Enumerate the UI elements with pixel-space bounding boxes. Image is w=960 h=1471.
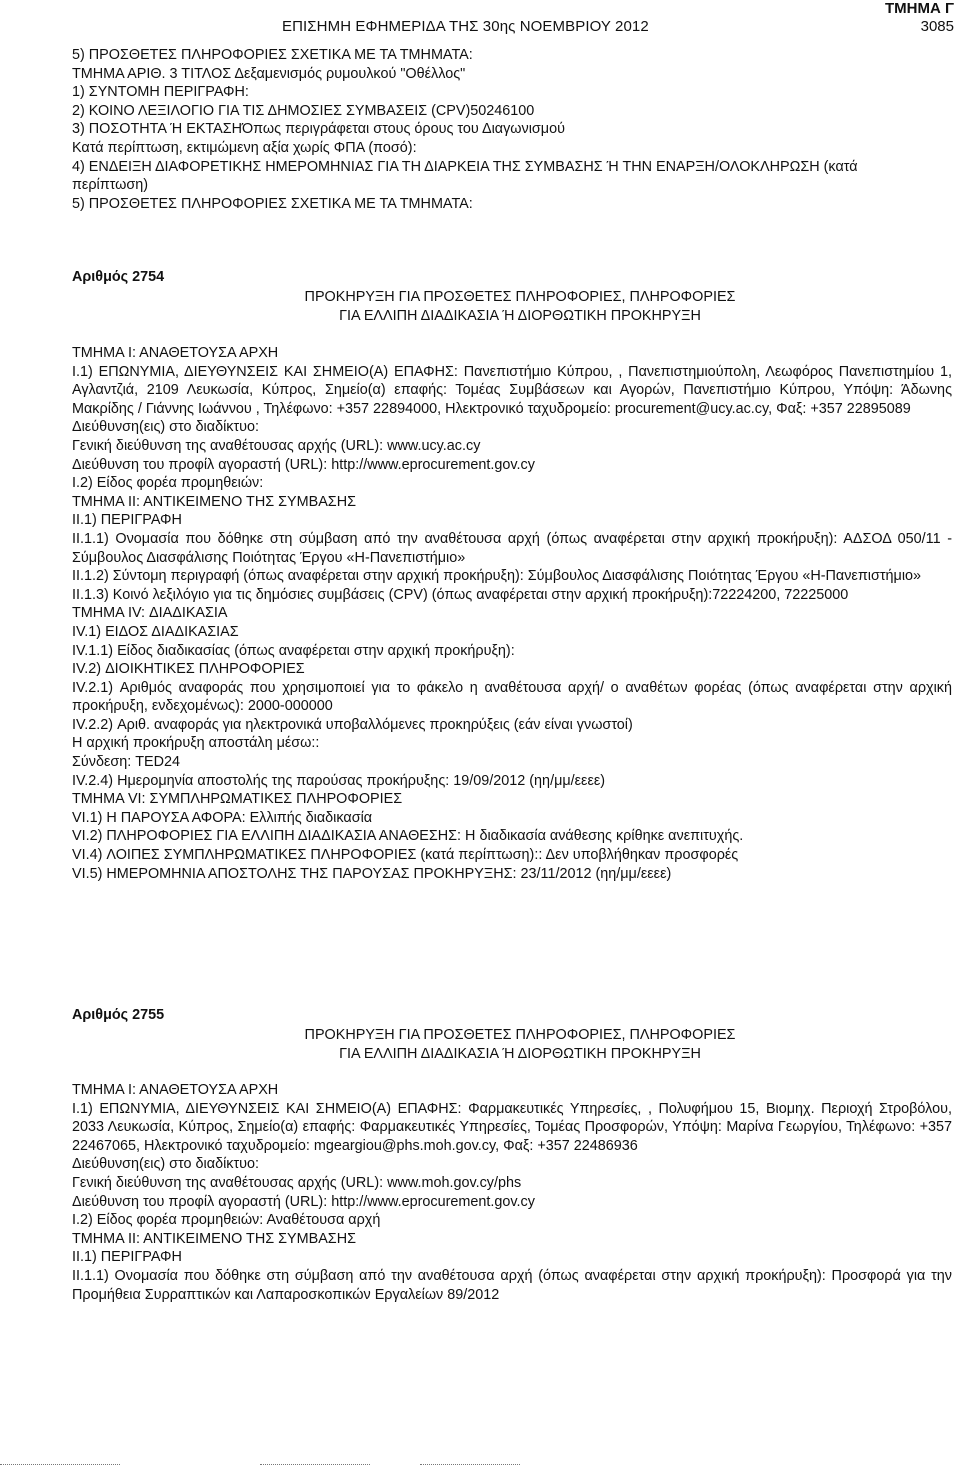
notice-title-line: ΠΡΟΚΗΡΥΞΗ ΓΙΑ ΠΡΟΣΘΕΤΕΣ ΠΛΗΡΟΦΟΡΙΕΣ, ΠΛΗΡΟΦΟΡΙΕΣ: [304, 1027, 736, 1043]
text-line: Κατά περίπτωση, εκτιμώμενη αξία χωρίς ΦΠΑ (ποσό):: [72, 139, 417, 156]
text-paragraph: ΙΙ.1.1) Ονομασία που δόθηκε στη σύμβαση από την αναθέτουσα αρχή (όπως αναφέρεται στην αρχική προκήρυξη): Προσφορά για την Προμήθεια Συρραπτικών και Λαπαροσκοπικών Εργαλείων 89/2012: [72, 1267, 952, 1303]
text-line: περίπτωση): [72, 177, 149, 194]
text-line: IV.1) ΕΙΔΟΣ ΔΙΑΔΙΚΑΣΙΑΣ: [72, 623, 239, 640]
notice-body: [72, 344, 952, 883]
text-line: IV.2.2) Αριθ. αναφοράς για ηλεκτρονικά υποβαλλόμενες προκηρύξεις (εάν είναι γνωστοί): [72, 716, 633, 733]
gazette-title: ΕΠΙΣΗΜΗ ΕΦΗΜΕΡΙΔΑ ΤΗΣ 30ης ΝΟΕΜΒΡΙΟΥ 2012: [282, 18, 649, 35]
text-line: Η αρχική προκήρυξη αποστάλη μέσω::: [72, 735, 320, 752]
text-line: 5) ΠΡΟΣΘΕΤΕΣ ΠΛΗΡΟΦΟΡΙΕΣ ΣΧΕΤΙΚΑ ΜΕ ΤΑ ΤΜΗΜΑΤΑ:: [72, 47, 473, 63]
text-line: ΤΜΗΜΑ ΙΙ: ΑΝΤΙΚΕΙΜΕΝΟ ΤΗΣ ΣΥΜΒΑΣΗΣ: [72, 493, 356, 510]
notice-title-line: ΓΙΑ ΕΛΛΙΠΗ ΔΙΑΔΙΚΑΣΙΑ Ή ΔΙΟΡΘΩΤΙΚΗ ΠΡΟΚΗΡΥΞΗ: [339, 307, 701, 324]
text-line: 3) ΠΟΣΟΤΗΤΑ Ή ΕΚΤΑΣΗΌπως περιγράφεται στους όρους του Διαγωνισμού: [72, 121, 565, 138]
text-line: Διεύθυνση(εις) στο διαδίκτυο:: [72, 419, 260, 436]
contact-paragraph: Ι.1) ΕΠΩΝΥΜΙΑ, ΔΙΕΥΘΥΝΣΕΙΣ ΚΑΙ ΣΗΜΕΙΟ(Α) ΕΠΑΦΗΣ: Φαρμακευτικές Υπηρεσίες, , Πολυφήμου 15, Βιομηχ. Περιοχή Στροβόλου, 2033 Λευκωσία, Κύπρος, Σημείο(α) επαφής: Φαρμακευτικές Υπηρεσίες, Τομέας Προσφορών, Υπόψη: Μαρίνα Γεωργίου, Τηλέφωνο: +357 22467065, Ηλεκτρονικό ταχυδρομείο: mgeargiou@phs.moh.gov.cy, Φαξ: +357 22486936: [72, 1100, 952, 1154]
notice-title: [0, 288, 960, 325]
text-line: 1) ΣΥΝΤΟΜΗ ΠΕΡΙΓΡΑΦΗ:: [72, 84, 249, 101]
text-line: VI.5) ΗΜΕΡΟΜΗΝΙΑ ΑΠΟΣΤΟΛΗΣ ΤΗΣ ΠΑΡΟΥΣΑΣ ΠΡΟΚΗΡΥΞΗΣ: 23/11/2012 (ηη/μμ/εεεε): [72, 865, 672, 882]
text-line: Διεύθυνση του προφίλ αγοραστή (URL): http://www.eprocurement.gov.cy: [72, 456, 535, 473]
text-line: ΤΜΗΜΑ ΙΙ: ΑΝΤΙΚΕΙΜΕΝΟ ΤΗΣ ΣΥΜΒΑΣΗΣ: [72, 1230, 356, 1247]
text-line: VI.2) ΠΛΗΡΟΦΟΡΙΕΣ ΓΙΑ ΕΛΛΙΠΗ ΔΙΑΔΙΚΑΣΙΑ ΑΝΑΘΕΣΗΣ: Η διαδικασία ανάθεσης κρίθηκε ανεπιτυχής.: [72, 828, 744, 845]
text-line: Διεύθυνση του προφίλ αγοραστή (URL): http://www.eprocurement.gov.cy: [72, 1193, 535, 1210]
contact-paragraph: Ι.1) ΕΠΩΝΥΜΙΑ, ΔΙΕΥΘΥΝΣΕΙΣ ΚΑΙ ΣΗΜΕΙΟ(Α) ΕΠΑΦΗΣ: Πανεπιστήμιο Κύπρου, , Πανεπιστημιούπολη, Λεωφόρος Πανεπιστημίου 1, Αγλαντζιά, 2109 Λευκωσία, Κύπρος, Σημείο(α) επαφής: Τομέας Συμβάσεων και Αγορών, Πανεπιστήμιο Κύπρου, Υπόψη: Άδωνης Μακρίδης / Γιάννης Ιωάννου , Τηλέφωνο: +357 22894000, Ηλεκτρονικό ταχυδρομείο: procurement@ucy.ac.cy, Φαξ: +357 22895089: [72, 363, 952, 417]
notice-title-line: ΓΙΑ ΕΛΛΙΠΗ ΔΙΑΔΙΚΑΣΙΑ Ή ΔΙΟΡΘΩΤΙΚΗ ΠΡΟΚΗΡΥΞΗ: [339, 1045, 701, 1062]
text-line: Γενική διεύθυνση της αναθέτουσας αρχής (URL): www.moh.gov.cy/phs: [72, 1174, 522, 1191]
text-line: ΤΜΗΜΑ Ι: ΑΝΑΘΕΤΟΥΣΑ ΑΡΧΗ: [72, 1082, 279, 1098]
text-line: Διεύθυνση(εις) στο διαδίκτυο:: [72, 1156, 260, 1173]
text-paragraph: ΙΙ.1.2) Σύντομη περιγραφή (όπως αναφέρεται στην αρχική προκήρυξη): Σύμβουλος Διασφάλισης Ποιότητας Έργου «Η-Πανεπιστήμιο»: [72, 568, 922, 585]
text-line: ΤΜΗΜΑ ΑΡΙΘ. 3 ΤΙΤΛΟΣ Δεξαμενισμός ρυμουλκού "Οθέλλος": [72, 65, 466, 82]
text-line: VI.1) Η ΠΑΡΟΥΣΑ ΑΦΟΡΑ: Ελλιπής διαδικασία: [72, 809, 373, 826]
section-label: ΤΜΗΜΑ Γ: [884, 0, 954, 17]
text-line: IV.2.4) Ημερομηνία αποστολής της παρούσας προκήρυξης: 19/09/2012 (ηη/μμ/εεεε): [72, 772, 606, 789]
footer-rule: [0, 1464, 120, 1465]
text-line: ΙΙ.1) ΠΕΡΙΓΡΑΦΗ: [72, 512, 182, 529]
text-line: Σύνδεση: TED24: [72, 754, 181, 771]
footer-rule: [260, 1464, 370, 1465]
continuation-block: [72, 46, 952, 213]
page-number: 3085: [920, 18, 954, 35]
text-line: Ι.2) Είδος φορέα προμηθειών: Αναθέτουσα αρχή: [72, 1212, 381, 1229]
notice-number: Αριθμός 2754: [72, 269, 165, 285]
text-paragraph: IV.2.1) Αριθμός αναφοράς που χρησιμοποιεί για το φάκελο η αναθέτουσα αρχή/ ο αναθέτων φορέας (όπως αναφέρεται στην αρχική προκήρυξη, ενδεχομένως): 2000-000000: [72, 679, 952, 715]
text-line: VI.4) ΛΟΙΠΕΣ ΣΥΜΠΛΗΡΩΜΑΤΙΚΕΣ ΠΛΗΡΟΦΟΡΙΕΣ (κατά περίπτωση):: Δεν υποβλήθηκαν προσφορές: [72, 847, 739, 864]
text-line: ΤΜΗΜΑ VI: ΣΥΜΠΛΗΡΩΜΑΤΙΚΕΣ ΠΛΗΡΟΦΟΡΙΕΣ: [72, 791, 403, 808]
text-line: Γενική διεύθυνση της αναθέτουσας αρχής (URL): www.ucy.ac.cy: [72, 437, 481, 454]
text-line: 2) ΚΟΙΝΟ ΛΕΞΙΛΟΓΙΟ ΓΙΑ ΤΙΣ ΔΗΜΟΣΙΕΣ ΣΥΜΒΑΣΕΙΣ (CPV)50246100: [72, 102, 535, 119]
notice-number: Αριθμός 2755: [72, 1007, 165, 1023]
text-line: 4) ΕΝΔΕΙΞΗ ΔΙΑΦΟΡΕΤΙΚΗΣ ΗΜΕΡΟΜΗΝΙΑΣ ΓΙΑ ΤΗ ΔΙΑΡΚΕΙΑ ΤΗΣ ΣΥΜΒΑΣΗΣ Ή ΤΗΝ ΕΝΑΡΞΗ/ΟΛΟΚΛΗΡΩΣΗ (κατά: [72, 158, 858, 175]
text-line: IV.2) ΔΙΟΙΚΗΤΙΚΕΣ ΠΛΗΡΟΦΟΡΙΕΣ: [72, 661, 305, 678]
text-line: ΙΙ.1) ΠΕΡΙΓΡΑΦΗ: [72, 1249, 182, 1266]
text-line: ΙΙ.1.3) Κοινό λεξιλόγιο για τις δημόσιες συμβάσεις (CPV) (όπως αναφέρεται στην αρχική προκήρυξη):72224200, 72225000: [72, 586, 849, 603]
notice-body: [72, 1081, 952, 1304]
page-header: [0, 0, 960, 40]
text-line: 5) ΠΡΟΣΘΕΤΕΣ ΠΛΗΡΟΦΟΡΙΕΣ ΣΧΕΤΙΚΑ ΜΕ ΤΑ ΤΜΗΜΑΤΑ:: [72, 195, 473, 212]
text-line: ΤΜΗΜΑ IV: ΔΙΑΔΙΚΑΣΙΑ: [72, 605, 228, 622]
notice-title-line: ΠΡΟΚΗΡΥΞΗ ΓΙΑ ΠΡΟΣΘΕΤΕΣ ΠΛΗΡΟΦΟΡΙΕΣ, ΠΛΗΡΟΦΟΡΙΕΣ: [304, 289, 736, 305]
text-paragraph: ΙΙ.1.1) Ονομασία που δόθηκε στη σύμβαση από την αναθέτουσα αρχή (όπως αναφέρεται στην αρχική προκήρυξη): ΑΔΣΟΔ 050/11 - Σύμβουλος Διασφάλισης Ποιότητας Έργου «Η-Πανεπιστήμιο»: [72, 530, 952, 566]
text-line: IV.1.1) Είδος διαδικασίας (όπως αναφέρεται στην αρχική προκήρυξη):: [72, 642, 515, 659]
text-line: Ι.2) Είδος φορέα προμηθειών:: [72, 475, 264, 492]
text-line: ΤΜΗΜΑ Ι: ΑΝΑΘΕΤΟΥΣΑ ΑΡΧΗ: [72, 345, 279, 361]
notice-title: [0, 1026, 960, 1063]
footer-rule: [420, 1464, 520, 1465]
